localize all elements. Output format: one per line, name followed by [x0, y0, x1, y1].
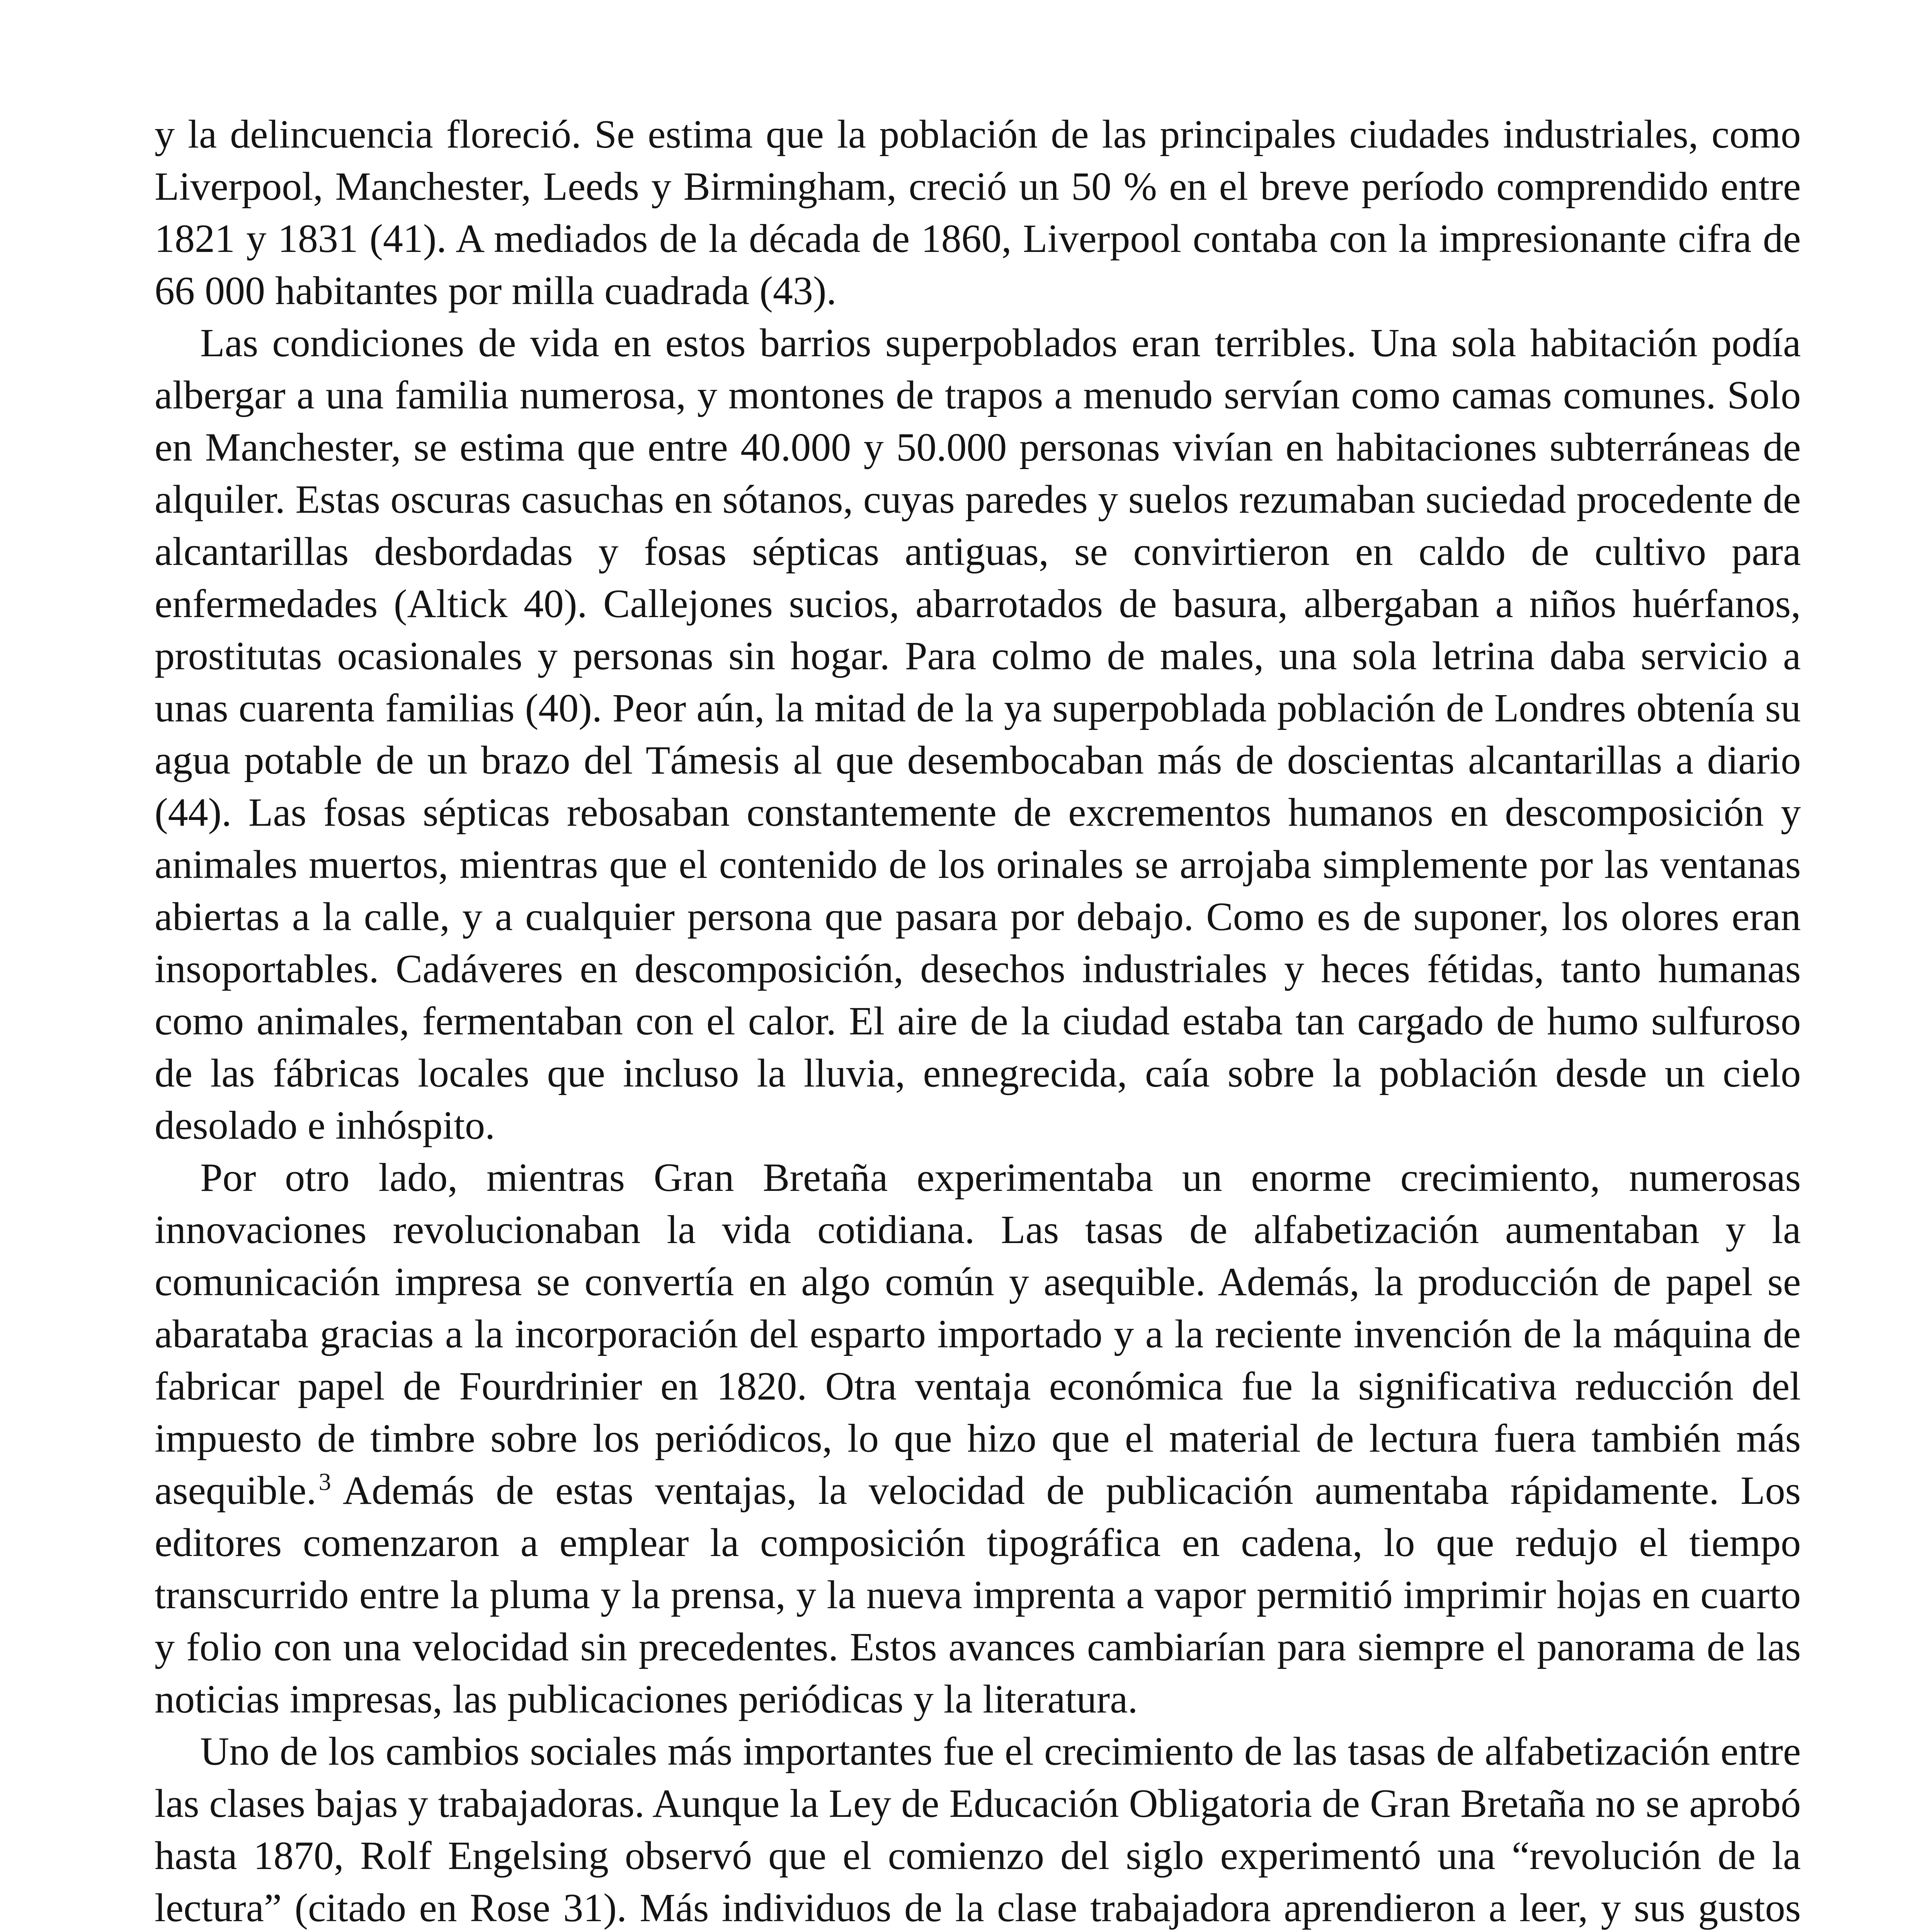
- paragraph-3-text-after-note: Además de estas ventajas, la velocidad de publicación aumentaba rápidamente. Los editores comenzaron a emplear la composición tipográfica en cadena, lo que redujo el tiempo transcurrido entre la pluma y la prensa, y la nueva imprenta a vapor permitió imprimir hojas en cuarto y folio con una velocidad sin precedentes. Estos avances cambiarían para siempre el panorama de las noticias impresas, las publicaciones periódicas y la literatura.: [155, 1468, 1801, 1721]
- paragraph-1: y la delincuencia floreció. Se estima que la población de las principales ciudades industriales, como Liverpool, Manchester, Leeds y Birmingham, creció un 50 % en el breve período comprendido entre 1821 y 1831 (41). A mediados de la década de 1860, Liverpool contaba con la impresionante cifra de 66 000 habitantes por milla cuadrada (43).: [155, 112, 1801, 313]
- paragraph-3: [155, 1151, 1801, 1725]
- paragraph-2: Las condiciones de vida en estos barrios superpoblados eran terribles. Una sola habitación podía albergar a una familia numerosa, y montones de trapos a menudo servían como camas comunes. Solo en Manchester, se estima que entre 40.000 y 50.000 personas vivían en habitaciones subterráneas de alquiler. Estas oscuras casuchas en sótanos, cuyas paredes y suelos rezumaban suciedad procedente de alcantarillas desbordadas y fosas sépticas antiguas, se convirtieron en caldo de cultivo para enfermedades (Altick 40). Callejones sucios, abarrotados de basura, albergaban a niños huérfanos, prostitutas ocasionales y personas sin hogar. Para colmo de males, una sola letrina daba servicio a unas cuarenta familias (40). Peor aún, la mitad de la ya superpoblada población de Londres obtenía su agua potable de un brazo del Támesis al que desembocaban más de doscientas alcantarillas a diario (44). Las fosas sépticas rebosaban constantemente de excrementos humanos en descomposición y animales muertos, mientras que el contenido de los orinales se arrojaba simplemente por las ventanas abiertas a la calle, y a cualquier persona que pasara por debajo. Como es de suponer, los olores eran insoportables. Cadáveres en descomposición, desechos industriales y heces fétidas, tanto humanas como animales, fermentaban con el calor. El aire de la ciudad estaba tan cargado de humo sulfuroso de las fábricas locales que incluso la lluvia, ennegrecida, caía sobre la población desde un cielo desolado e inhóspito.: [155, 321, 1801, 1148]
- paragraph-4: Uno de los cambios sociales más importantes fue el crecimiento de las tasas de alfabetización entre las clases bajas y trabajadoras. Aunque la Ley de Educación Obligatoria de Gran Bretaña no se aprobó hasta 1870, Rolf Engelsing observó que el comienzo del siglo experimentó una “revolución de la lectura” (citado en Rose 31). Más individuos de la clase trabajadora aprendieron a leer, y sus gustos: [155, 1729, 1801, 1930]
- paragraph-3-text-before-note: Por otro lado, mientras Gran Bretaña experimentaba un enorme crecimiento, numerosas innovaciones revolucionaban la vida cotidiana. Las tasas de alfabetización aumentaban y la comunicación impresa se convertía en algo común y asequible. Además, la producción de papel se abarataba gracias a la incorporación del esparto importado y a la reciente invención de la máquina de fabricar papel de Fourdrinier en 1820. Otra ventaja económica fue la significativa reducción del impuesto de timbre sobre los periódicos, lo que hizo que el material de lectura fuera también más asequible.: [155, 1155, 1801, 1513]
- page-body: [155, 108, 1801, 1932]
- footnote-reference[interactable]: 3: [318, 1468, 331, 1496]
